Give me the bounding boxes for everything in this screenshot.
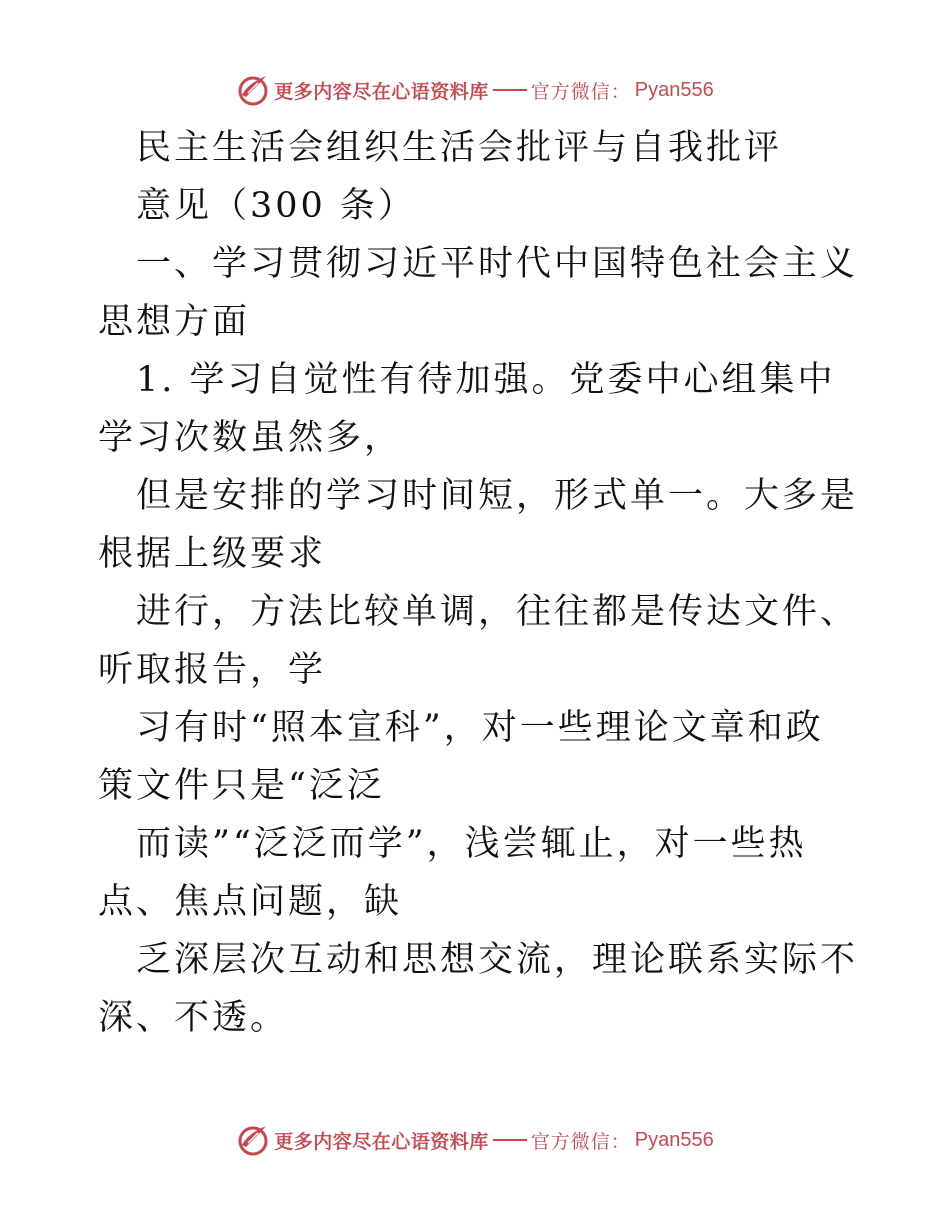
banner-wechat-label: 官方微信： [530, 1130, 631, 1153]
banner-library-text: 更多内容尽在心语资料库 [274, 1130, 489, 1153]
banner-wechat-id: Pyan556 [634, 78, 714, 101]
paragraph: 进行，方法比较单调，往往都是传达文件、听取报告，学 [98, 592, 859, 690]
header-banner [0, 70, 950, 110]
banner-dash [493, 1139, 527, 1141]
quill-seal-logo-icon [236, 1123, 270, 1157]
quill-seal-logo-icon [236, 73, 270, 107]
document-title-line-1: 民主生活会组织生活会批评与自我批评 [136, 128, 783, 168]
paragraph: 1. 学习自觉性有待加强。党委中心组集中学习次数虽然多， [98, 360, 836, 458]
document-title-line-2: 意见（300 条） [136, 186, 416, 226]
paragraph: 习有时“照本宣科”，对一些理论文章和政策文件只是“泛泛 [98, 708, 824, 806]
section-heading: 一、学习贯彻习近平时代中国特色社会主义思想方面 [98, 244, 859, 342]
paragraph: 而读”“泛泛而学”，浅尝辄止，对一些热点、焦点问题，缺 [98, 824, 807, 922]
banner-wechat-id: Pyan556 [634, 1128, 714, 1151]
document-body [98, 119, 858, 1047]
banner-wechat-label: 官方微信： [530, 80, 631, 103]
footer-banner [0, 1120, 950, 1160]
banner-dash [493, 89, 527, 91]
paragraph: 乏深层次互动和思想交流，理论联系实际不深、不透。 [98, 940, 859, 1038]
paragraph: 但是安排的学习时间短，形式单一。大多是根据上级要求 [98, 476, 859, 574]
banner-library-text: 更多内容尽在心语资料库 [274, 80, 489, 103]
